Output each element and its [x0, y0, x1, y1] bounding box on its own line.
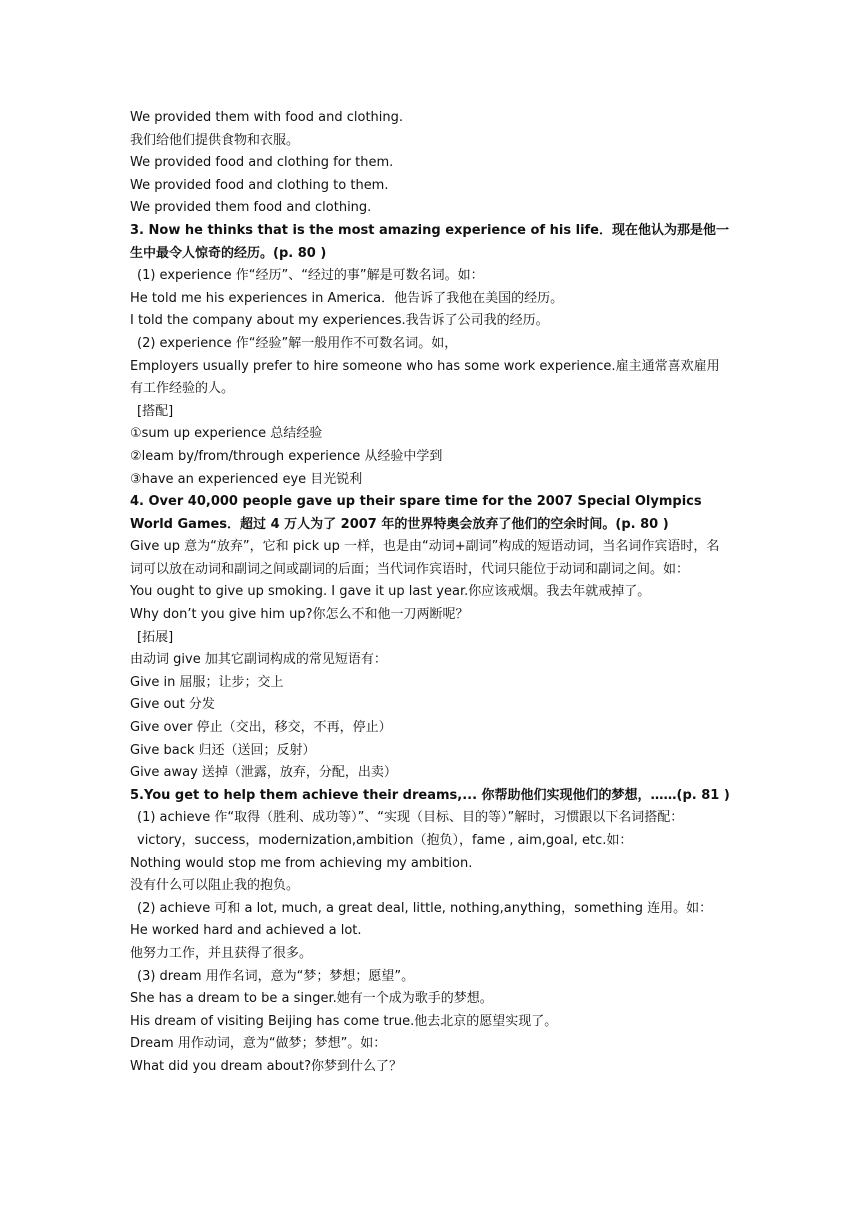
usage-note: (3) dream 用作名词，意为“梦；梦想；愿望”。	[137, 968, 415, 984]
example-sentence: Why don’t you give him up?你怎么不和他一刀两断呢？	[130, 607, 469, 623]
example-sentence: We provided food and clothing for them.	[130, 155, 394, 171]
example-sentence: Nothing would stop me from achieving my ambition.	[130, 855, 473, 871]
collocation-item: ②leam by/from/through experience 从经验中学到	[130, 448, 443, 464]
translation-line: 没有什么可以阻止我的抱负。	[130, 878, 300, 894]
explanation-paragraph: Give up 意为“放弃”，它和 pick up 一样，也是由“动词+副词”构成的短语动词，当名词作宾语时，名词可以放在动词和副词之间或副词的后面；当代词作宾语时，代词只能位于动词和副词之间。如：	[130, 539, 720, 577]
phrase-item: Give out 分发	[130, 697, 215, 713]
usage-note: (2) experience 作“经验”解一般用作不可数名词。如，	[137, 335, 458, 351]
usage-note: Dream 用作动词，意为“做梦；梦想”。如：	[130, 1036, 387, 1052]
extension-label: [拓展]	[137, 629, 174, 645]
collocation-label: [搭配]	[137, 403, 174, 419]
example-sentence: We provided them with food and clothing.	[130, 110, 404, 125]
example-sentence: She has a dream to be a singer.她有一个成为歌手的梦想。	[130, 991, 493, 1007]
collocation-item: ③have an experienced eye 目光锐利	[130, 471, 363, 487]
document-body	[130, 107, 732, 1079]
usage-note: (2) achieve 可和 a lot, much, a great deal, little, nothing,anything，something 连用。如：	[137, 900, 713, 916]
example-sentence: His dream of visiting Beijing has come true.他去北京的愿望实现了。	[130, 1013, 558, 1029]
section-heading-3: 3. Now he thinks that is the most amazing experience of his life．现在他认为那是他一生中最令人惊奇的经历。(p. 80 )	[130, 222, 729, 261]
phrase-item: Give in 屈服；让步；交上	[130, 674, 284, 690]
example-sentence: Employers usually prefer to hire someone who has some work experience.雇主通常喜欢雇用有工作经验的人。	[130, 358, 720, 397]
section-heading-5: 5.You get to help them achieve their dreams,... 你帮助他们实现他们的梦想，……(p. 81 )	[130, 787, 730, 803]
phrase-item: Give over 停止（交出，移交，不再，停止）	[130, 720, 392, 736]
example-sentence: I told the company about my experiences.我告诉了公司我的经历。	[130, 313, 549, 329]
translation-line: 他努力工作，并且获得了很多。	[130, 945, 313, 961]
section-heading-4: 4. Over 40,000 people gave up their spare time for the 2007 Special Olympics World Games．超过 4 万人为了 2007 年的世界特奥会放弃了他们的空余时间。(p. 80 )	[130, 494, 702, 532]
translation-line: 我们给他们提供食物和衣服。	[130, 132, 300, 148]
example-sentence: What did you dream about?你梦到什么了？	[130, 1058, 403, 1074]
example-sentence: We provided them food and clothing.	[130, 200, 372, 216]
usage-note: (1) experience 作“经历”、“经过的事”解是可数名词。如：	[137, 268, 484, 284]
example-sentence: He worked hard and achieved a lot.	[130, 923, 362, 939]
example-sentence: We provided food and clothing to them.	[130, 177, 389, 193]
usage-note: (1) achieve 作“取得（胜利、成功等）”、“实现（目标、目的等）”解时，习惯跟以下名词搭配：victory，success，modernization,ambition（抱负），fame , aim,goal, etc.如：	[137, 810, 684, 848]
phrase-intro: 由动词 give 加其它副词构成的常见短语有：	[130, 652, 387, 668]
collocation-item: ①sum up experience 总结经验	[130, 426, 323, 442]
phrase-item: Give back 归还（送回；反射）	[130, 742, 316, 758]
phrase-item: Give away 送掉（泄露，放弃，分配，出卖）	[130, 765, 397, 781]
example-sentence: He told me his experiences in America．他告诉了我他在美国的经历。	[130, 290, 564, 306]
example-sentence: You ought to give up smoking. I gave it up last year.你应该戒烟。我去年就戒掉了。	[130, 584, 651, 600]
